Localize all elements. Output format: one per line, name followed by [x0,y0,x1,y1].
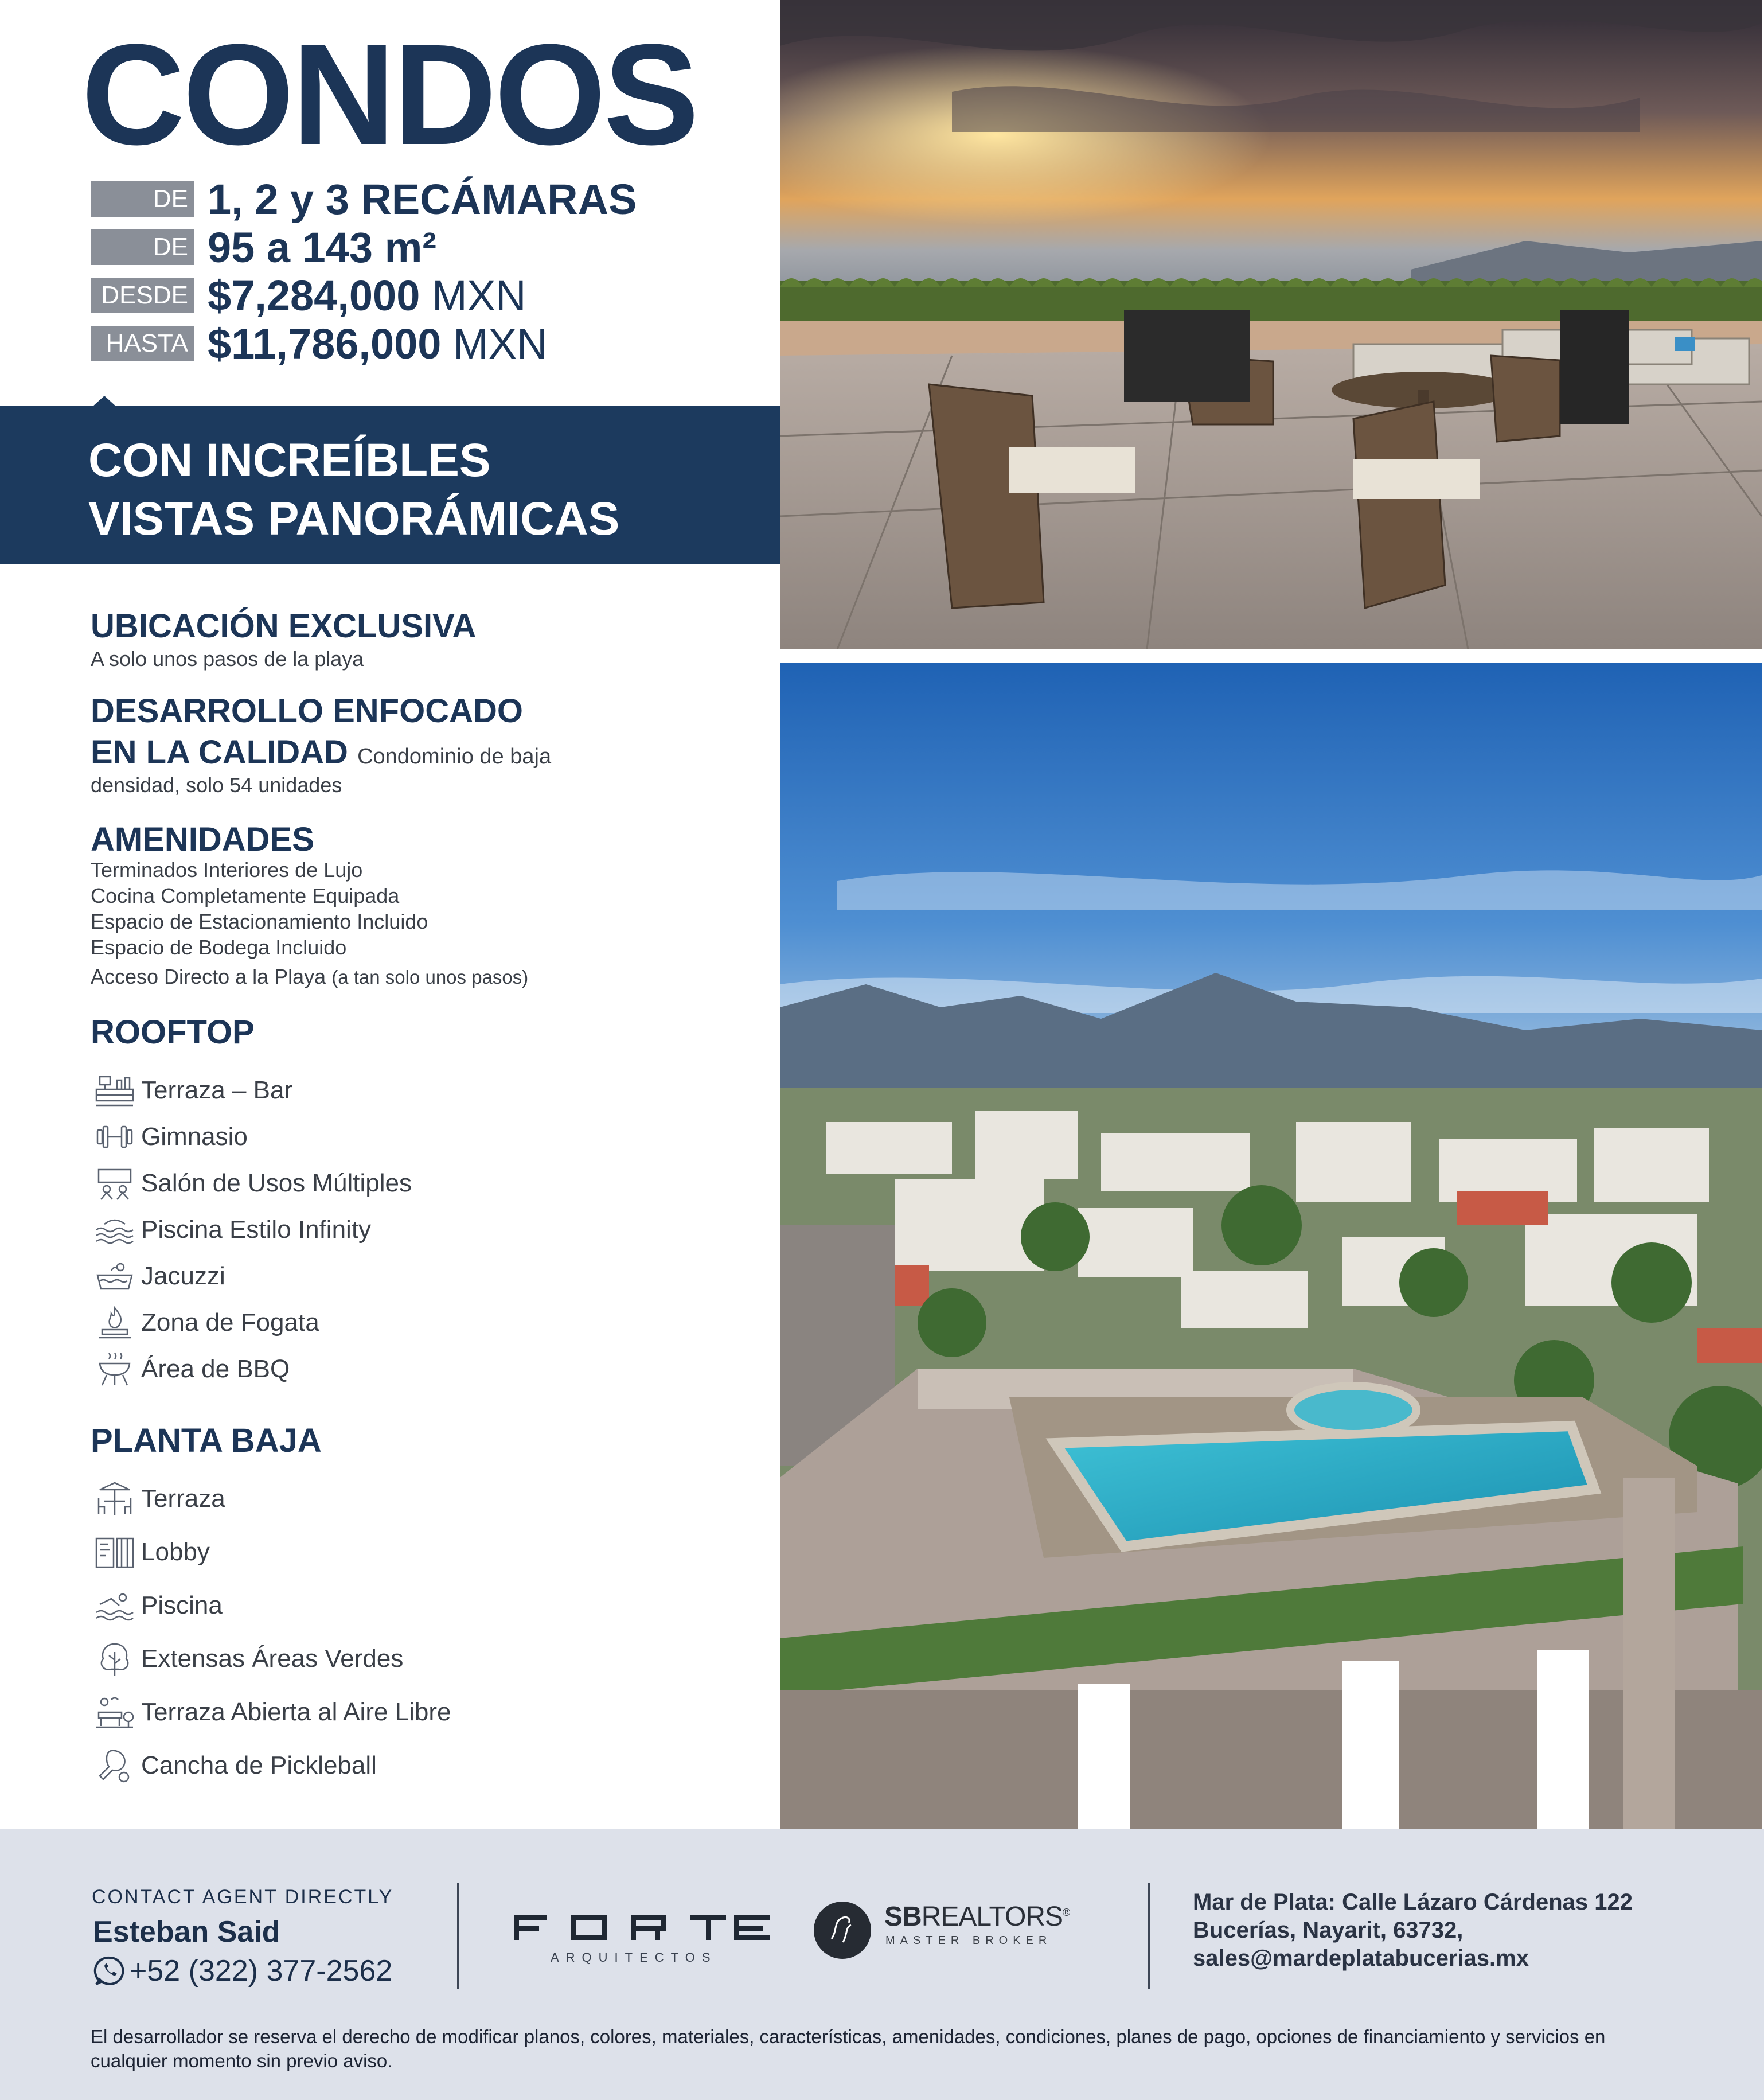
dumbbell-icon [94,1117,140,1157]
rooftop-item [94,1070,292,1111]
rooftop-item [94,1210,371,1250]
ground-item [94,1746,377,1786]
rooftop-item-label: Zona de Fogata [141,1308,319,1337]
rooftop-item-label: Piscina Estilo Infinity [141,1215,372,1244]
amenity-item: Espacio de Estacionamiento Incluido [91,910,428,933]
ground-item [94,1692,451,1732]
ground-item-label: Cancha de Pickleball [141,1751,377,1779]
office-address [1193,1888,1633,1973]
price-amount: $7,284,000 [208,271,420,320]
pickleball-paddle-icon [94,1746,140,1786]
banner-text [88,431,805,548]
spec-value [208,271,526,320]
sb-realtors-wordmark: SBREALTORS® [884,1902,1070,1932]
infinity-pool-icon [94,1210,140,1250]
ground-item [94,1639,403,1679]
spec-value: 1, 2 y 3 RECÁMARAS [208,175,637,223]
rooftop-item [94,1349,290,1389]
amenity-item: Cocina Completamente Equipada [91,884,400,907]
divider [1148,1883,1150,1989]
spec-area [91,225,436,270]
sb-wordmark-rest: REALTORS [921,1902,1063,1932]
price-amount: $11,786,000 [208,320,442,368]
rooftop-item [94,1163,412,1203]
agent-phone-number: +52 (322) 377-2562 [130,1954,393,1988]
page-title: CONDOS [81,14,697,174]
spec-tag: HASTA [91,326,194,361]
quality-heading-2 [91,734,551,775]
quality-heading-2-text: EN LA CALIDAD [91,734,348,771]
quality-sub-inline: Condominio de baja [357,745,552,769]
amenity-last-note: (a tan solo unos pasos) [331,967,529,988]
bbq-grill-icon [94,1349,140,1389]
rooftop-item-label: Terraza – Bar [141,1076,293,1104]
rooftop-heading: ROOFTOP [91,1014,255,1051]
price-unit: MXN [453,320,548,368]
contact-email[interactable]: sales@mardeplatabucerias.mx [1193,1946,1529,1971]
spec-value: 95 a 143 m² [208,223,437,271]
whatsapp-icon [93,1954,126,1988]
amenity-item-last [91,964,528,990]
spec-value [208,320,547,368]
banner-line-2: VISTAS PANORÁMICAS [88,493,620,545]
firepit-icon [94,1303,140,1343]
spec-tag: DE [91,181,194,217]
banner-line-1: CON INCREÍBLES [88,434,491,486]
amenities-heading: AMENIDADES [91,821,314,858]
rooftop-item-label: Salón de Usos Múltiples [141,1169,412,1197]
terrace-table-icon [94,1479,140,1519]
amenity-item: Espacio de Bodega Incluido [91,936,347,959]
ground-item-label: Extensas Áreas Verdes [141,1645,404,1673]
spec-bedrooms [91,177,637,221]
bar-terrace-icon [94,1070,140,1111]
spec-tag: DESDE [91,278,194,313]
spec-tag: DE [91,229,194,265]
spec-price-to [91,321,547,366]
location-heading: UBICACIÓN EXCLUSIVA [91,607,477,645]
rooftop-item [94,1117,248,1157]
spec-price-from [91,273,526,318]
address-line-2: Bucerías, Nayarit, 63732, [1193,1918,1464,1943]
ground-item [94,1585,223,1626]
ground-item-label: Piscina [141,1591,223,1619]
forte-logo-subtitle: ARQUITECTOS [551,1950,717,1965]
rooftop-item-label: Jacuzzi [141,1262,225,1290]
rooftop-item-label: Área de BBQ [141,1355,290,1383]
ground-item [94,1532,210,1572]
multipurpose-room-icon [94,1163,140,1203]
contact-label: CONTACT AGENT DIRECTLY [92,1886,394,1908]
aerial-pool-photo [780,663,1762,1829]
swimmer-icon [94,1585,140,1626]
amenity-item: Terminados Interiores de Lujo [91,858,363,882]
address-line-1: Mar de Plata: Calle Lázaro Cárdenas 122 [1193,1889,1633,1915]
amenity-last-label: Acceso Directo a la Playa [91,965,326,988]
outdoor-bench-icon [94,1692,140,1732]
ground-item-label: Terraza [141,1485,225,1513]
sb-wordmark-bold: SB [884,1902,922,1932]
ground-floor-heading: PLANTA BAJA [91,1422,322,1459]
quality-sub-line2: densidad, solo 54 unidades [91,773,342,797]
ground-item-label: Lobby [141,1538,210,1566]
rooftop-item-label: Gimnasio [141,1123,248,1151]
agent-name: Esteban Said [93,1915,280,1949]
sb-realtors-subtitle: MASTER BROKER [885,1934,1052,1947]
sb-realtors-emblem [811,1899,874,1962]
divider [457,1883,459,1989]
ground-item-label: Terraza Abierta al Aire Libre [141,1698,451,1726]
legal-disclaimer: El desarrollador se reserva el derecho de modificar planos, colores, materiales, características, amenidades, condiciones, planes de pago, opciones de financiamiento y servicios en cualquier momento sin previo aviso. [91,2026,1606,2071]
agent-phone-link[interactable] [93,1954,392,1988]
rooftop-item [94,1256,225,1296]
price-unit: MXN [431,271,526,320]
lobby-icon [94,1532,140,1572]
tree-icon [94,1639,140,1679]
ground-item [94,1479,225,1519]
jacuzzi-icon [94,1256,140,1296]
rooftop-item [94,1303,319,1343]
banner-notch [92,396,117,407]
location-sub: A solo unos pasos de la playa [91,647,364,671]
rooftop-terrace-photo [780,0,1762,649]
quality-heading-1: DESARROLLO ENFOCADO [91,692,523,730]
